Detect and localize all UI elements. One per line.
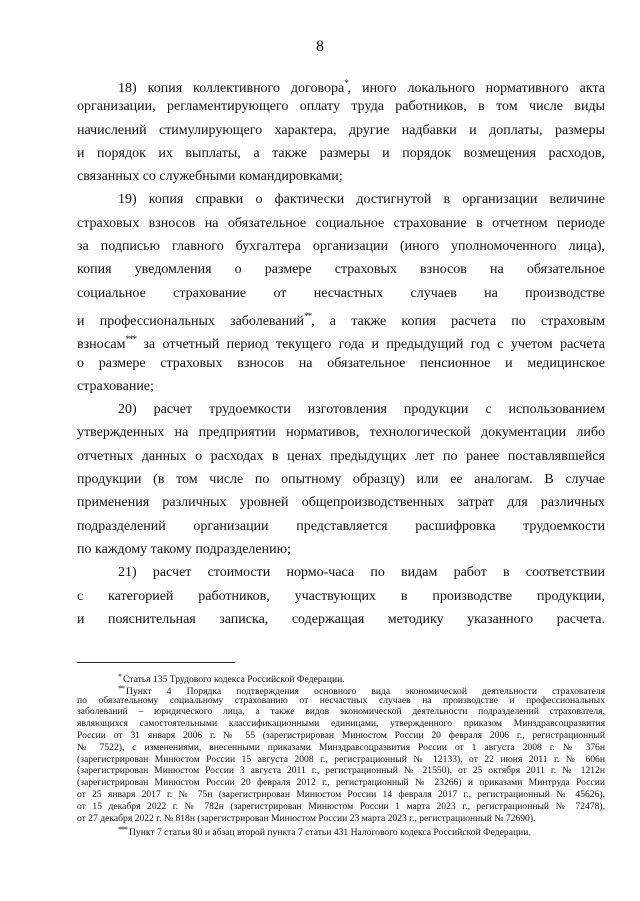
text-line: 18) копия коллективного договора*, иного локального нормативного акта: [118, 78, 605, 96]
text-line: отчетных данных о расходах в ценах предыдущих лет по ранее поставлявшейся: [77, 448, 605, 464]
text-line: о размере страховых взносов на обязательное пенсионное и медицинское: [77, 355, 605, 371]
footnote-line: (зарегистрирован Минюстом России 15 августа 2008 г., регистрационный № 12133), от 22 июня 2011 г. № 606н: [77, 753, 605, 765]
footnote-marker: ***: [118, 825, 127, 835]
text-line: социальное страхование от несчастных случаев на производстве: [77, 285, 605, 301]
text-line: начислений стимулирующего характера, другие надбавки и доплаты, размеры: [77, 122, 605, 138]
footnote-line: от 15 декабря 2022 г. № 782н (зарегистрирован Минюстом России 1 марта 2023 г., регистрационный № 72478),: [77, 800, 605, 812]
footnote-line: ** Пункт 4 Порядка подтверждения основного вида экономической деятельности страхователя: [118, 683, 605, 697]
footnote-marker: *: [118, 672, 121, 681]
footnote-marker: *: [344, 78, 348, 88]
page-number: 8: [316, 38, 324, 55]
footnote-line: (зарегистрирован Минюстом России 20 февраля 2012 г., регистрационный № 23266) и приказами Минтруда России: [77, 777, 605, 789]
footnotes: [77, 671, 605, 839]
text-line: и профессиональных заболеваний**, а также копия расчета по страховым: [77, 310, 605, 329]
footnote-separator: [77, 662, 235, 663]
text-line: страхование;: [77, 378, 154, 394]
paragraph-21: [77, 561, 605, 631]
footnote-line: являющихся самостоятельными классификационными единицами, утвержденного приказом Минздравсоцразвития: [77, 718, 605, 730]
footnote-line: от 25 января 2017 г. № 75н (зарегистрирован Минюстом России 14 февраля 2017 г., регистрационный № 45626),: [77, 788, 605, 800]
footnote-marker: **: [304, 310, 312, 321]
text-line: с категорией работников, участвующих в производстве продукции,: [77, 588, 605, 604]
footnote-marker: ***: [125, 334, 136, 345]
text-line: утвержденных на предприятии нормативов, технологической документации либо: [77, 425, 605, 441]
text-line: и пояснительная записка, содержащая методику указанного расчета.: [77, 611, 605, 627]
footnote-line: от 27 декабря 2022 г. № 818н (зарегистрирован Минюстом России 23 марта 2023 г., регистрационный № 72690).: [77, 812, 536, 824]
footnote-line: заболеваний – юридического лица, а также видов экономической деятельности подразделений страхователя,: [77, 706, 605, 718]
footnote-line: *** Пункт 7 статьи 80 и абзац второй пункта 7 статьи 431 Налогового кодекса Российской Федерации.: [118, 825, 531, 839]
text-line: 20) расчет трудоемкости изготовления продукции с использованием: [118, 402, 605, 418]
text-line: 21) расчет стоимости нормо-часа по видам работ в соответствии: [118, 565, 605, 581]
text-line: за подписью главного бухгалтера организации (иного уполномоченного лица),: [77, 239, 605, 255]
text-line: продукции (в том числе по опытному образцу) или ее аналогам. В случае: [77, 472, 605, 488]
paragraph-19: [77, 188, 605, 398]
text-line: по каждому такому подразделению;: [77, 541, 291, 557]
paragraph-20: [77, 398, 605, 561]
footnote-2: [77, 683, 605, 825]
footnote-line: * Статья 135 Трудового кодекса Российской Федерации.: [118, 672, 345, 685]
footnote-line: по обязательному социальному страхованию от несчастных случаев на производстве и профессиональных: [77, 694, 605, 706]
text-line: 19) копия справки о фактически достигнутой в организации величине: [118, 192, 605, 208]
text-line: организации, регламентирующего оплату труда работников, в том числе виды: [77, 99, 605, 115]
footnote-marker: **: [118, 683, 124, 693]
text-line: связанных со служебными командировками;: [77, 169, 343, 185]
text-line: взносам*** за отчетный период текущего года и предыдущий год с учетом расчета: [77, 334, 605, 353]
text-line: и порядок их выплаты, а также размеры и порядок возмещения расходов,: [77, 145, 605, 161]
footnote-line: № 7522), с изменениями, внесенными приказами Минздравсоцразвития России от 1 августа 2008 г. № 376н: [77, 741, 605, 753]
document-body: [77, 72, 605, 631]
text-line: копия уведомления о размере страховых взносов на обязательное: [77, 262, 605, 278]
text-line: применения различных уровней общепроизводственных затрат для различных: [77, 495, 605, 511]
footnote-line: России от 31 января 2006 г. № 55 (зарегистрирован Минюстом России 20 февраля 2006 г., регистрационный: [77, 729, 605, 741]
footnote-1: [77, 671, 605, 683]
footnote-line: (зарегистрирован Минюстом России 3 августа 2011 г., регистрационный № 21550), от 25 октября 2011 г. № 1212н: [77, 765, 605, 777]
paragraph-18: [77, 72, 605, 188]
text-line: страховых взносов на обязательное социальное страхование в отчетном периоде: [77, 215, 605, 231]
text-line: подразделений организации представляется расшифровка трудоемкости: [77, 518, 605, 534]
footnote-3: [77, 824, 605, 839]
